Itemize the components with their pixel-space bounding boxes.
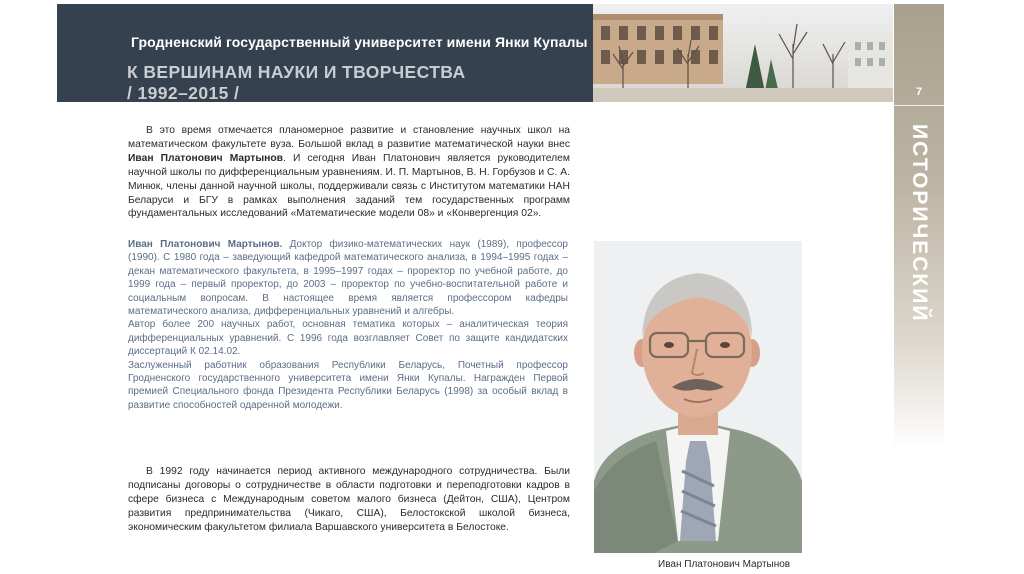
page-number: 7 [915, 86, 923, 98]
intro-paragraph [128, 124, 570, 221]
bio-paragraph-1 [128, 238, 568, 318]
book-title [127, 62, 466, 104]
cooperation-paragraph [128, 465, 570, 535]
cooperation-text: В 1992 году начинается период активного международного сотрудничества. Были подписаны договоры о сотрудничестве в области подготовки и переподготовки кадров в сфере бизнеса с Международным советом малого бизнеса (Дейтон, США), Центром развития предпринимательства (Чикаго, США), Белостокской школой бизнеса, экономическим факультетом филиала Варшавского университета в Белостоке. [128, 466, 570, 533]
university-name: Гродненский государственный университет имени Янки Купалы [131, 34, 588, 50]
bio-name: Иван Платонович Мартынов. [128, 239, 283, 250]
portrait-photo [594, 241, 802, 553]
book-title-line2: / 1992–2015 / [127, 83, 240, 103]
bio-paragraph-3: Заслуженный работник образования Республики Беларусь, Почетный профессор Гродненского государственного университета имени Янки Купалы. Награжден Первой премией Специального фонда Президента Республики Беларусь (1998) за особый вклад в развитие способностей одаренной молодежи. [128, 359, 568, 411]
section-side-strip [866, 4, 944, 450]
book-title-line1: К ВЕРШИНАМ НАУКИ И ТВОРЧЕСТВА [127, 62, 466, 82]
section-title: ИСТОРИЧЕСКИЙ ОЧЕРК [866, 124, 931, 323]
bio-text-1: Доктор физико-математических наук (1989), профессор (1990). С 1980 года – заведующий кафедрой математического анализа, в 1994–1995 годах – декан математического факультета, в 1995–1997 годах – проректор по учебной работе, до 1999 года – первый проректор, до 2003 – проректор по учебно-воспитательной работе и социальным вопросам. В настоящее время является профессором кафедры математического анализа, дифференциальных уравнений и алгебры. [128, 239, 568, 318]
intro-paragraph-start: В это время отмечается планомерное развитие и становление научных школ на математическом факультете вуза. Большой вклад в развитие математической науки внес [128, 125, 570, 150]
bio-paragraph-2: Автор более 200 научных работ, основная тематика которых – аналитическая теория дифференциальных уравнений. С 1996 года возглавляет Совет по защите кандидатских диссертаций К 02.14.02. [128, 319, 568, 358]
portrait-caption: Иван Платонович Мартынов [658, 559, 791, 570]
strip-divider [894, 105, 944, 106]
intro-paragraph-end: . И сегодня Иван Платонович является руководителем научной школы по дифференциальным уравнениям. И. П. Мартынов, В. Н. Горбузов и С. А. Минюк, члены данной научной школы, поддерживали связь с Институтом математики НАН Беларуси и БГУ в рамках выполнения заданий тем государственных программ фундаментальных исследований «Математические модели 08» и «Конвергенция 02». [128, 152, 570, 220]
university-building-photo [593, 4, 893, 102]
intro-paragraph-name: Иван Платонович Мартынов [128, 152, 283, 164]
header-banner [57, 4, 593, 102]
biography-block [128, 238, 568, 412]
